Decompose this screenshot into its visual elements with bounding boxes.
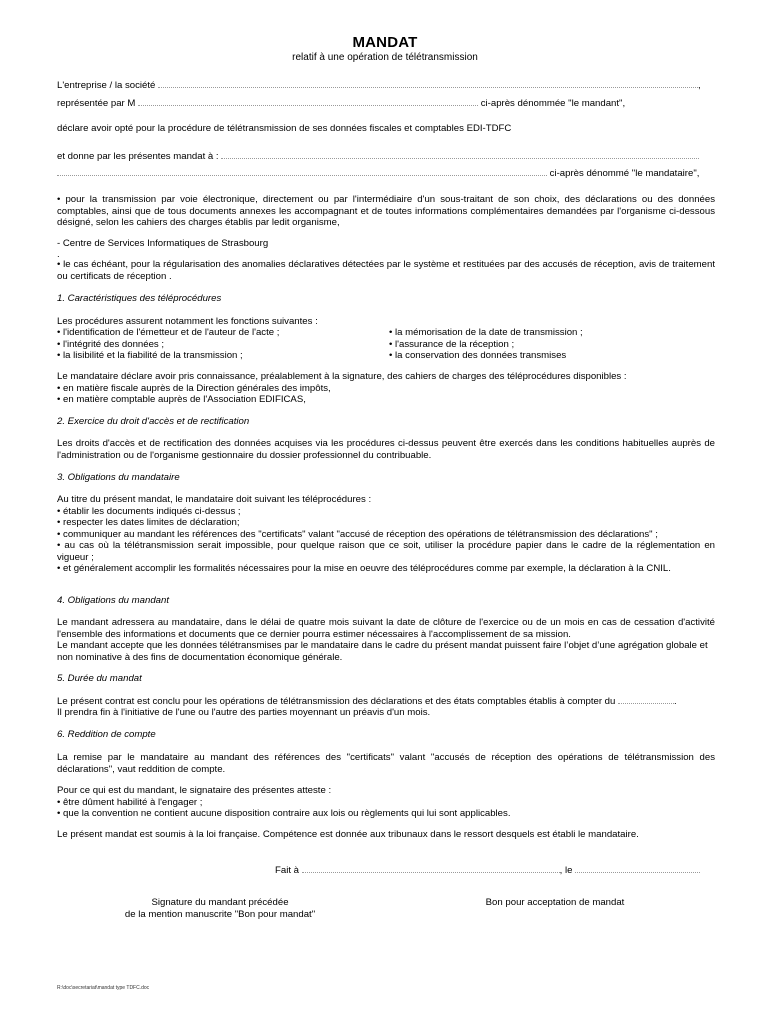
mandataire-signature-caption: Bon pour acceptation de mandat <box>485 897 625 908</box>
representee-line <box>57 97 625 110</box>
list-item: • en matière fiscale auprès de la Direction générales des impôts, <box>57 382 331 394</box>
section-4-heading: 4. Obligations du mandant <box>57 595 170 606</box>
section-6-heading: 6. Reddition de compte <box>57 729 156 740</box>
section-5-text: Le présent contrat est conclu pour les opérations de télétransmission des déclarations et des états comptables établis à compter du <box>57 696 616 707</box>
declare-line: déclare avoir opté pour la procédure de télétransmission de ses données fiscales et comptables EDI-TDFC <box>57 123 512 134</box>
list-item: • que la convention ne contient aucune disposition contraire aux lois ou règlements qui lui sont applicables. <box>57 808 511 820</box>
entreprise-line: L'entreprise / la société , <box>57 80 701 91</box>
section-4-para-2: Le mandant accepte que les données télétransmises par le mandataire dans le cadre du présent mandat puissent faire l’objet d’une agrégation globale et non nominative à des fins de documentation économique générale. <box>57 640 708 663</box>
mandataire-designation: ci-après dénommé "le mandataire", <box>549 168 700 179</box>
list-item: • respecter les dates limites de déclaration; <box>57 517 240 529</box>
donne-line <box>57 150 699 163</box>
fait-a-line <box>275 864 700 877</box>
section-1-declare <box>57 371 627 406</box>
regularisation-paragraph: • le cas échéant, pour la régularisation des anomalies déclaratives détectées par le système et restituées par des accusés de réception, avis de traitement ou certificats de réception . <box>57 259 715 282</box>
list-item: • la conservation des données transmises <box>389 350 567 362</box>
list-item: • être dûment habilité à l'engager ; <box>57 796 203 808</box>
entreprise-label: L'entreprise / la société <box>57 80 156 91</box>
section-3-list <box>57 494 658 540</box>
le-label: , le <box>559 865 573 876</box>
section-1-heading: 1. Caractéristiques des téléprocédures <box>57 293 222 304</box>
document-subtitle: relatif à une opération de télétransmission <box>292 52 478 63</box>
document-title: MANDAT <box>352 34 418 51</box>
footer-path: R:\doc\secretariat\mandat type TDFC.doc <box>57 985 150 991</box>
list-item: Pour ce qui est du mandant, le signataire des présentes atteste : <box>57 785 332 796</box>
list-item: • en matière comptable auprès de l'Association EDIFICAS, <box>57 394 306 406</box>
date-field[interactable] <box>575 864 700 873</box>
list-item: • l'intégrité des données ; <box>57 338 165 350</box>
representee-label: représentée par M <box>57 98 136 109</box>
loi-line: Le présent mandat est soumis à la loi française. Compétence est donnée aux tribunaux dans le ressort desquels est établi le mandataire. <box>57 829 639 840</box>
section-6-para-1: La remise par le mandataire au mandant des références des "certificats" valant "accusés de réception des opérations de télétransmission des déclarations", vaut reddition de compte. <box>57 752 715 775</box>
mandant-signature-caption <box>110 897 330 920</box>
section-4-para-1: Le mandant adressera au mandataire, dans le délai de quatre mois suivant la date de clôture de l'exercice ou de un mois en cas de cessation d'activité l'ensemble des informations et documents que ce dernier pourra estimer nécessaires à l'accomplissement de sa mission. <box>57 617 715 640</box>
fait-a-field[interactable] <box>302 864 560 873</box>
fait-a-label: Fait à <box>275 865 299 876</box>
list-item: • l'assurance de la réception ; <box>389 338 515 350</box>
start-date-field[interactable] <box>618 695 674 704</box>
list-item: • établir les documents indiqués ci-dessus ; <box>57 505 241 517</box>
dot-line: . <box>57 249 60 260</box>
mandataire-line <box>57 167 699 180</box>
section-5-heading: 5. Durée du mandat <box>57 673 142 684</box>
list-item: • communiquer au mandant les références des "certificats" valant "accusé de réception des opérations de télétransmission des déclarations" ; <box>57 528 658 540</box>
representee-field[interactable] <box>138 97 478 106</box>
list-item: Le mandataire déclare avoir pris connaissance, préalablement à la signature, des cahiers de charges des téléprocédures disponibles : <box>57 371 627 382</box>
section-5-line-1: Le présent contrat est conclu pour les opérations de télétransmission des déclarations et des états comptables établis à compter du . <box>57 696 677 707</box>
mandataire-field-2[interactable] <box>57 167 547 176</box>
section-2-heading: 2. Exercice du droit d'accès et de rectification <box>57 416 250 427</box>
section-1-right-list <box>389 327 583 362</box>
entreprise-field[interactable] <box>158 79 698 88</box>
section-5-line-2: Il prendra fin à l'initiative de l'une ou l'autre des parties moyennant un préavis d'un mois. <box>57 707 431 718</box>
section-3-para-1: • au cas où la télétransmission serait impossible, pour quelque raison que ce soit, utiliser la procédure papier dans le cadre de la réglementation en vigueur ; <box>57 540 715 563</box>
section-1-left-list <box>57 327 279 362</box>
mandant-signature-line-2: de la mention manuscrite "Bon pour mandat" <box>124 908 316 920</box>
section-2-text: Les droits d'accès et de rectification des données acquises via les procédures ci-dessus peuvent être exercés dans les conditions habituelles auprès de l'administration ou de l'organisme gestionnaire du dossier professionnel du contribuable. <box>57 438 715 461</box>
section-3-heading: 3. Obligations du mandataire <box>57 472 180 483</box>
section-3-para-2: • et généralement accomplir les formalités nécessaires pour la mise en oeuvre des téléprocédures comme par exemple, la déclaration à la CNIL. <box>57 563 671 574</box>
mandant-designation: ci-après dénommée "le mandant", <box>480 98 626 109</box>
list-item: • l'identification de l'émetteur et de l'auteur de l'acte ; <box>57 327 280 338</box>
centre-line: - Centre de Services Informatiques de Strasbourg <box>57 238 269 249</box>
mandant-signature-line-1: Signature du mandant précédée <box>151 897 289 908</box>
transmission-paragraph: • pour la transmission par voie électronique, directement ou par l'intermédiaire d'un sous-traitant de son choix, des déclarations ou des données comptables, ainsi que de tous documents annexes les accompagnant et de toutes informations complémentaires demandées par l'organisme ci-dessous désigné, selon les cahiers des charges établis par ledit organisme, <box>57 194 715 229</box>
list-item: • la mémorisation de la date de transmission ; <box>389 327 583 338</box>
mandataire-field-1[interactable] <box>221 150 699 159</box>
donne-label: et donne par les présentes mandat à : <box>57 151 219 162</box>
list-item: • la lisibilité et la fiabilité de la transmission ; <box>57 350 243 362</box>
list-item: Au titre du présent mandat, le mandataire doit suivant les téléprocédures : <box>57 494 372 505</box>
section-1-intro: Les procédures assurent notamment les fonctions suivantes : <box>57 316 318 327</box>
section-6-attest <box>57 785 510 820</box>
